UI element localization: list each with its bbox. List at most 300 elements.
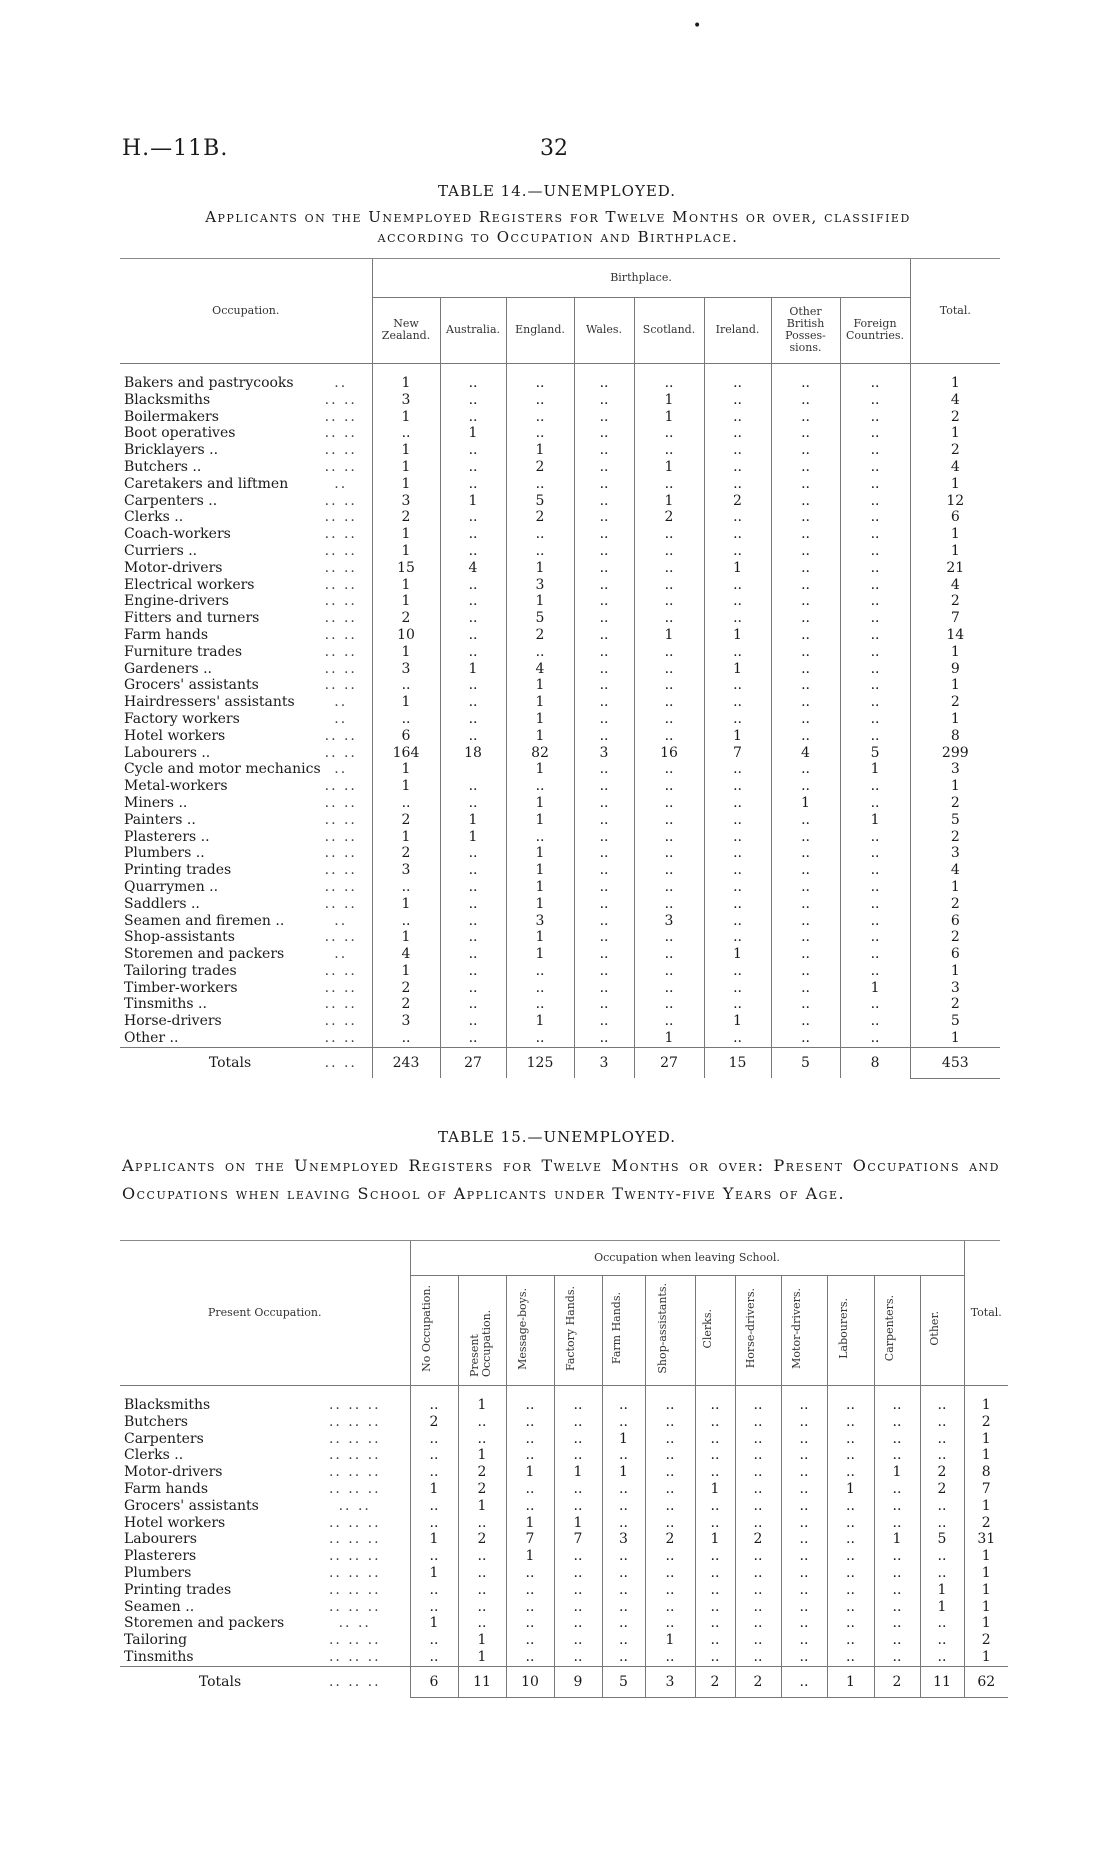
leader-dots: .. .. — [324, 542, 357, 559]
value-cell: .. — [458, 1582, 506, 1599]
value-cell: .. — [781, 1582, 827, 1599]
value-cell: 3 — [372, 1013, 440, 1030]
value-cell: .. — [634, 526, 704, 543]
value-cell: .. — [874, 1481, 920, 1498]
value-cell: .. — [574, 728, 634, 745]
leader-dots: .. — [334, 375, 348, 391]
value-cell: .. — [554, 1582, 602, 1599]
table14-column-header — [634, 297, 704, 363]
row-total: 4 — [910, 392, 1000, 409]
value-cell: .. — [840, 509, 910, 526]
value-cell: .. — [771, 1013, 840, 1030]
value-cell: .. — [874, 1548, 920, 1565]
value-cell: .. — [602, 1447, 645, 1464]
table14-column-header-line: British — [786, 317, 825, 330]
leader-dots: .. .. .. — [328, 1430, 381, 1447]
value-cell: 1 — [840, 761, 910, 778]
value-cell: .. — [695, 1565, 735, 1582]
total-cell: 11 — [458, 1666, 506, 1697]
value-cell: 1 — [372, 442, 440, 459]
row-total: 12 — [910, 493, 1000, 510]
table15-subtitle: Applicants on the Unemployed Registers for Twelve Months or over: Present Occupations and Occupations when leaving School of Applicants under Twenty-five Years of Age. — [122, 1156, 1000, 1203]
value-cell: .. — [574, 795, 634, 812]
value-cell: 2 — [372, 610, 440, 627]
leader-dots: .. .. .. — [328, 1531, 381, 1548]
table-row — [120, 577, 1000, 594]
value-cell: .. — [920, 1649, 964, 1666]
value-cell: .. — [574, 946, 634, 963]
value-cell: 3 — [506, 913, 574, 930]
row-total: 9 — [910, 661, 1000, 678]
table15-column-header-text: Labourers. — [836, 1298, 850, 1359]
value-cell: .. — [372, 795, 440, 812]
table14-spacer-row — [120, 363, 1000, 375]
occupation-label: Hairdressers' assistants — [124, 694, 295, 711]
occupation-label: Hotel workers — [124, 1514, 226, 1531]
value-cell: 1 — [372, 593, 440, 610]
value-cell: .. — [506, 392, 574, 409]
table-row — [120, 728, 1000, 745]
total-cell: 3 — [645, 1666, 695, 1697]
total-cell: 5 — [602, 1666, 645, 1697]
row-total: 6 — [910, 946, 1000, 963]
occupation-label: Factory workers — [124, 710, 240, 727]
leader-dots: .. .. — [324, 408, 357, 425]
table-row — [120, 493, 1000, 510]
value-cell: .. — [840, 476, 910, 493]
value-cell: .. — [574, 1013, 634, 1030]
occupation-label: Seamen .. — [124, 1598, 195, 1615]
total-cell: 125 — [506, 1047, 574, 1078]
value-cell: .. — [574, 459, 634, 476]
value-cell: .. — [874, 1414, 920, 1431]
leader-dots: .. .. — [324, 878, 357, 895]
row-total: 2 — [910, 929, 1000, 946]
value-cell: 1 — [410, 1565, 458, 1582]
value-cell: 2 — [372, 996, 440, 1013]
value-cell: .. — [695, 1414, 735, 1431]
occupation-label: Boilermakers — [124, 408, 219, 425]
table15-present-occupation-header: Present Occupation. — [120, 1241, 410, 1385]
leader-dots: .. .. .. — [328, 1447, 381, 1464]
table14-column-header-line: sions. — [789, 341, 822, 354]
table-row — [120, 1498, 1008, 1515]
value-cell: 1 — [506, 442, 574, 459]
value-cell: .. — [645, 1515, 695, 1532]
value-cell: .. — [735, 1632, 781, 1649]
value-cell: .. — [440, 795, 506, 812]
occupation-label: Farm hands — [124, 626, 209, 643]
value-cell: .. — [827, 1498, 874, 1515]
value-cell: .. — [554, 1615, 602, 1632]
value-cell: .. — [554, 1565, 602, 1582]
table14-column-header — [440, 297, 506, 363]
value-cell: 5 — [920, 1531, 964, 1548]
value-cell: .. — [602, 1515, 645, 1532]
value-cell: 1 — [634, 409, 704, 426]
row-total: 2 — [910, 795, 1000, 812]
value-cell: .. — [574, 778, 634, 795]
value-cell: .. — [554, 1649, 602, 1666]
leader-dots: .. .. — [338, 1615, 371, 1632]
leader-dots: .. .. .. — [328, 1648, 381, 1665]
value-cell: .. — [771, 996, 840, 1013]
row-total: 1 — [964, 1615, 1008, 1632]
value-cell: .. — [634, 845, 704, 862]
value-cell: 1 — [506, 694, 574, 711]
value-cell: 2 — [920, 1481, 964, 1498]
leader-dots: .. .. .. — [328, 1581, 381, 1598]
value-cell: .. — [704, 577, 771, 594]
occupation-label: Storemen and packers — [124, 946, 285, 963]
row-total: 2 — [910, 409, 1000, 426]
value-cell: .. — [695, 1599, 735, 1616]
row-total: 2 — [910, 896, 1000, 913]
occupation-label: Painters .. — [124, 811, 196, 828]
value-cell: 1 — [506, 812, 574, 829]
leader-dots: .. .. .. — [328, 1632, 381, 1649]
table-row — [120, 963, 1000, 980]
value-cell: .. — [704, 761, 771, 778]
value-cell: .. — [840, 946, 910, 963]
value-cell: .. — [920, 1515, 964, 1532]
value-cell: .. — [771, 610, 840, 627]
value-cell: 1 — [506, 677, 574, 694]
spacer-cell — [310, 363, 372, 375]
leader-dots: .. .. .. — [328, 1598, 381, 1615]
value-cell: .. — [704, 644, 771, 661]
table-row — [120, 375, 1000, 392]
row-total: 1 — [910, 778, 1000, 795]
value-cell: .. — [440, 459, 506, 476]
value-cell: .. — [827, 1531, 874, 1548]
value-cell: 2 — [506, 509, 574, 526]
value-cell: 1 — [440, 661, 506, 678]
value-cell: 1 — [506, 1013, 574, 1030]
value-cell: 2 — [372, 509, 440, 526]
value-cell: 3 — [372, 862, 440, 879]
value-cell: .. — [554, 1447, 602, 1464]
table-row — [120, 862, 1000, 879]
table15-column-header-text: Horse-drivers. — [744, 1288, 757, 1369]
total-cell: 15 — [704, 1047, 771, 1078]
value-cell: .. — [634, 778, 704, 795]
value-cell: .. — [645, 1397, 695, 1414]
occupation-label: Timber-workers — [124, 979, 238, 996]
value-cell: .. — [704, 543, 771, 560]
leader-dots: .. .. — [324, 996, 357, 1013]
table15-column-header-text: Carpenters. — [883, 1295, 896, 1362]
table-row — [120, 946, 1000, 963]
value-cell: .. — [634, 661, 704, 678]
value-cell: .. — [735, 1481, 781, 1498]
value-cell: 1 — [920, 1599, 964, 1616]
value-cell: .. — [574, 980, 634, 997]
value-cell: .. — [840, 795, 910, 812]
value-cell: .. — [920, 1548, 964, 1565]
occupation-label: Shop-assistants — [124, 929, 235, 946]
value-cell: .. — [602, 1498, 645, 1515]
spacer-cell — [910, 363, 1000, 375]
value-cell: .. — [840, 963, 910, 980]
value-cell: .. — [506, 1615, 554, 1632]
table-row — [120, 409, 1000, 426]
table15-column-header-text: Farm Hands. — [609, 1292, 623, 1365]
value-cell: .. — [771, 778, 840, 795]
value-cell: .. — [735, 1397, 781, 1414]
value-cell: .. — [771, 896, 840, 913]
table-row — [120, 560, 1000, 577]
table15-column-header — [695, 1275, 735, 1385]
row-total: 1 — [910, 526, 1000, 543]
value-cell: .. — [920, 1447, 964, 1464]
value-cell: .. — [781, 1498, 827, 1515]
total-cell: 3 — [574, 1047, 634, 1078]
leader-dots: .. .. — [324, 559, 357, 576]
value-cell: .. — [554, 1481, 602, 1498]
total-cell: 10 — [506, 1666, 554, 1697]
value-cell: .. — [771, 476, 840, 493]
leader-dots: .. .. — [324, 862, 357, 879]
value-cell: .. — [840, 929, 910, 946]
value-cell: .. — [781, 1414, 827, 1431]
table-row — [120, 913, 1000, 930]
table15-column-header-text: Factory Hands. — [564, 1285, 577, 1372]
value-cell: .. — [771, 1030, 840, 1047]
table-row — [120, 929, 1000, 946]
value-cell: .. — [781, 1464, 827, 1481]
spacer-cell — [645, 1385, 695, 1397]
value-cell: .. — [695, 1464, 735, 1481]
value-cell: 5 — [506, 493, 574, 510]
value-cell: .. — [410, 1632, 458, 1649]
value-cell: .. — [574, 963, 634, 980]
table14-column-header — [704, 297, 771, 363]
value-cell: 1 — [874, 1464, 920, 1481]
value-cell: 1 — [645, 1632, 695, 1649]
row-total: 1 — [964, 1548, 1008, 1565]
value-cell: .. — [634, 761, 704, 778]
table-row — [120, 1481, 1008, 1498]
occupation-label: Blacksmiths — [124, 391, 211, 408]
value-cell: 1 — [440, 829, 506, 846]
value-cell: .. — [574, 879, 634, 896]
value-cell: .. — [874, 1397, 920, 1414]
value-cell: .. — [440, 1013, 506, 1030]
value-cell: .. — [840, 862, 910, 879]
value-cell: 1 — [840, 812, 910, 829]
table-row — [120, 677, 1000, 694]
occupation-label: Plasterers .. — [124, 828, 210, 845]
value-cell: 1 — [602, 1464, 645, 1481]
value-cell: 1 — [920, 1582, 964, 1599]
total-cell: 5 — [771, 1047, 840, 1078]
value-cell: .. — [634, 980, 704, 997]
row-total: 2 — [910, 442, 1000, 459]
value-cell: 1 — [440, 425, 506, 442]
table14-column-header-line: New — [393, 317, 419, 330]
value-cell: 1 — [634, 1030, 704, 1047]
value-cell: .. — [440, 610, 506, 627]
row-total: 1 — [910, 476, 1000, 493]
value-cell: .. — [827, 1548, 874, 1565]
grand-total: 62 — [964, 1666, 1008, 1697]
value-cell: 1 — [458, 1649, 506, 1666]
value-cell: .. — [827, 1599, 874, 1616]
occupation-label: Printing trades — [124, 862, 232, 879]
totals-row — [120, 1666, 1008, 1697]
leader-dots: .. .. — [324, 811, 357, 828]
row-total: 1 — [964, 1397, 1008, 1414]
totals-row — [120, 1047, 1000, 1078]
leader-dots: .. .. .. — [328, 1464, 381, 1481]
value-cell: 2 — [634, 509, 704, 526]
row-total: 31 — [964, 1531, 1008, 1548]
value-cell: 1 — [704, 661, 771, 678]
value-cell: .. — [506, 980, 574, 997]
value-cell: .. — [574, 1030, 634, 1047]
total-cell: 11 — [920, 1666, 964, 1697]
value-cell: .. — [704, 829, 771, 846]
occupation-label: Saddlers .. — [124, 895, 200, 912]
table-row — [120, 627, 1000, 644]
value-cell: .. — [771, 425, 840, 442]
value-cell: 1 — [458, 1632, 506, 1649]
value-cell: .. — [771, 980, 840, 997]
table14-column-header-line: Ireland. — [715, 323, 760, 336]
value-cell: .. — [827, 1464, 874, 1481]
value-cell: .. — [695, 1515, 735, 1532]
table-row — [120, 1548, 1008, 1565]
value-cell: 1 — [704, 1013, 771, 1030]
value-cell: .. — [506, 996, 574, 1013]
value-cell: .. — [440, 526, 506, 543]
value-cell: .. — [440, 896, 506, 913]
value-cell: .. — [695, 1649, 735, 1666]
occupation-label: Tailoring trades — [124, 962, 237, 979]
value-cell: .. — [574, 711, 634, 728]
value-cell: .. — [771, 711, 840, 728]
value-cell: 1 — [372, 577, 440, 594]
value-cell: .. — [440, 963, 506, 980]
value-cell: 2 — [506, 459, 574, 476]
value-cell: .. — [554, 1548, 602, 1565]
value-cell: .. — [771, 913, 840, 930]
table14-column-header — [372, 297, 440, 363]
value-cell: .. — [771, 543, 840, 560]
value-cell: .. — [645, 1481, 695, 1498]
value-cell: 164 — [372, 745, 440, 762]
value-cell: .. — [771, 946, 840, 963]
value-cell: 4 — [506, 661, 574, 678]
value-cell: .. — [458, 1565, 506, 1582]
occupation-label: Seamen and firemen .. — [124, 912, 285, 929]
value-cell: .. — [781, 1397, 827, 1414]
value-cell: .. — [574, 913, 634, 930]
value-cell: .. — [440, 543, 506, 560]
value-cell: 1 — [440, 812, 506, 829]
spacer-cell — [458, 1385, 506, 1397]
value-cell: 3 — [634, 913, 704, 930]
value-cell: .. — [704, 425, 771, 442]
value-cell: .. — [781, 1431, 827, 1448]
occupation-label: Farm hands — [124, 1480, 209, 1497]
value-cell: .. — [574, 862, 634, 879]
value-cell: 5 — [506, 610, 574, 627]
value-cell: .. — [634, 728, 704, 745]
value-cell: .. — [440, 375, 506, 392]
value-cell: .. — [704, 476, 771, 493]
table14-subtitle-line2: according to Occupation and Birthplace. — [377, 228, 739, 246]
table15-school-occupation-header: Occupation when leaving School. — [410, 1241, 964, 1275]
value-cell: 2 — [704, 493, 771, 510]
value-cell: .. — [506, 1632, 554, 1649]
occupation-label: Tailoring — [124, 1632, 188, 1649]
table-row — [120, 1515, 1008, 1532]
value-cell: .. — [440, 728, 506, 745]
table14-column-header-line: Scotland. — [642, 323, 696, 336]
value-cell: 1 — [372, 694, 440, 711]
table15-column-header — [735, 1275, 781, 1385]
value-cell: .. — [602, 1582, 645, 1599]
table-row — [120, 459, 1000, 476]
table-row — [120, 1397, 1008, 1414]
value-cell: .. — [410, 1548, 458, 1565]
value-cell: 6 — [372, 728, 440, 745]
occupation-label: Butchers — [124, 1413, 188, 1430]
occupation-label: Boot operatives — [124, 425, 236, 442]
leader-dots: .. .. — [324, 626, 357, 643]
value-cell: 1 — [506, 946, 574, 963]
value-cell: .. — [440, 980, 506, 997]
value-cell: .. — [440, 593, 506, 610]
table14-birthplace-header: Birthplace. — [372, 259, 910, 297]
spacer-cell — [372, 363, 440, 375]
value-cell: .. — [840, 829, 910, 846]
value-cell: 1 — [704, 946, 771, 963]
value-cell: .. — [840, 577, 910, 594]
leader-dots: .. .. — [324, 828, 357, 845]
leader-dots: .. .. — [324, 660, 357, 677]
spacer-cell — [874, 1385, 920, 1397]
page-mark: • — [693, 18, 702, 34]
value-cell: .. — [574, 845, 634, 862]
row-total: 2 — [910, 593, 1000, 610]
value-cell: .. — [645, 1447, 695, 1464]
row-total: 2 — [910, 996, 1000, 1013]
total-cell: 2 — [695, 1666, 735, 1697]
value-cell: .. — [704, 610, 771, 627]
value-cell: .. — [574, 476, 634, 493]
value-cell: 5 — [840, 745, 910, 762]
leader-dots: .. .. — [324, 492, 357, 509]
value-cell: .. — [840, 711, 910, 728]
leader-dots: .. .. .. — [328, 1548, 381, 1565]
value-cell: .. — [574, 392, 634, 409]
spacer-cell — [120, 1385, 300, 1397]
occupation-label: Miners .. — [124, 794, 188, 811]
value-cell: .. — [634, 829, 704, 846]
value-cell: .. — [827, 1431, 874, 1448]
value-cell: 3 — [506, 577, 574, 594]
value-cell: .. — [602, 1649, 645, 1666]
value-cell: .. — [410, 1464, 458, 1481]
table-row — [120, 1599, 1008, 1616]
table14-column-header — [574, 297, 634, 363]
value-cell: .. — [506, 375, 574, 392]
value-cell: .. — [574, 560, 634, 577]
table15-column-header — [602, 1275, 645, 1385]
